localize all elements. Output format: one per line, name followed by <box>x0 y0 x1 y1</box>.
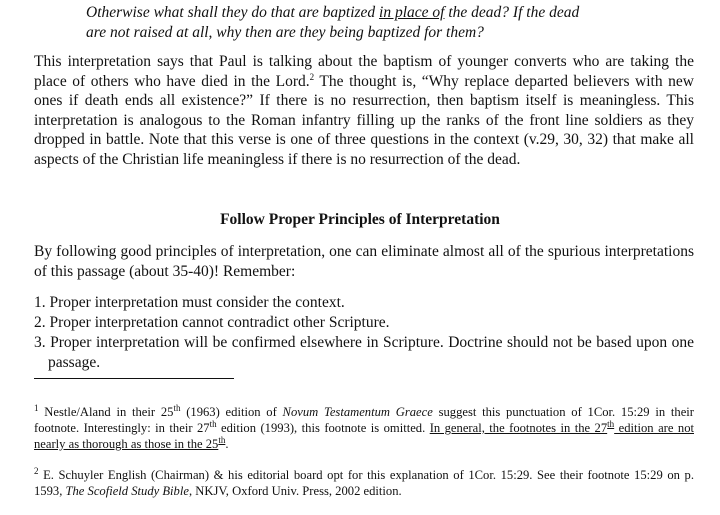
footnote-2-text: E. Schuyler English (Chairman) & his editorial board opt for this explanation of 1Cor. 15:29. See their footnote 15:29 on p. 1593, <box>34 468 694 498</box>
quote-line2: are not raised at all, why then are they being baptized for them? <box>86 24 484 41</box>
list-item: 3. Proper interpretation will be confirmed elsewhere in Scripture. Doctrine should not be based upon one passage. <box>34 334 694 371</box>
footnote-ref-2[interactable]: 2 <box>309 71 315 82</box>
ordinal-suffix: th <box>173 402 181 413</box>
quote-line1-start: Otherwise what shall they do that are baptized <box>86 4 380 21</box>
footnote-1-underlined: In general, the footnotes in the 27 <box>429 421 608 435</box>
interpretation-paragraph <box>34 52 694 170</box>
footnote-1-underlined: edition are not nearly as thorough as those in the 25 <box>34 421 694 451</box>
footnote-1-text: . <box>225 437 229 451</box>
book-title: The Scofield Study Bible <box>65 484 189 498</box>
footnote-1-text: edition (1993), this footnote is omitted. <box>216 421 430 435</box>
section-heading: Follow Proper Principles of Interpretation <box>220 211 500 228</box>
footnote-2-number: 2 <box>34 465 39 476</box>
para1-text-start: This interpretation says that Paul is talking about the baptism of younger converts who are taking the place of others who have died in the Lord. <box>34 53 694 90</box>
footnote-1 <box>34 404 694 452</box>
principles-list <box>34 293 694 373</box>
list-item: 1. Proper interpretation must consider the context. <box>34 294 345 311</box>
ordinal-suffix: th <box>218 434 226 445</box>
footnote-divider <box>34 378 234 379</box>
footnote-1-number: 1 <box>34 402 39 413</box>
footnote-1-text: (1963) edition of <box>180 405 283 419</box>
footnote-1-text: Nestle/Aland in their 25 <box>38 405 174 419</box>
footnote-2-text: , NKJV, Oxford Univ. Press, 2002 edition. <box>188 484 402 498</box>
ordinal-suffix: th <box>209 418 217 429</box>
book-title: Novum Testamentum Graece <box>282 405 433 419</box>
quote-line1-end: the dead? If the dead <box>444 4 580 21</box>
footnote-2 <box>34 467 694 499</box>
para1-text-end: The thought is, “Why replace departed believers with new ones if death ends all existence?” If there is no resurrection, then baptism itself is meaningless. This interpretation is analogous to the Roman infantry filling up the ranks of the front line soldiers as they dropped in battle. Note that this verse is one of three questions in the context (v.29, 30, 32) that make all aspects of the Christian life meaningless if there is no resurrection of the dead. <box>34 72 695 168</box>
scripture-quote <box>86 3 686 43</box>
footnote-1-text: suggest this punctuation of 1Cor. 15:29 in their footnote. Interestingly: in their 27 <box>34 405 694 435</box>
list-item: 2. Proper interpretation cannot contradict other Scripture. <box>34 314 390 331</box>
quote-underlined-phrase: in place of <box>379 4 445 21</box>
principles-intro-paragraph: By following good principles of interpretation, one can eliminate almost all of the spurious interpretations of this passage (about 35-40)! Remember: <box>34 243 694 280</box>
ordinal-suffix: th <box>607 418 615 429</box>
